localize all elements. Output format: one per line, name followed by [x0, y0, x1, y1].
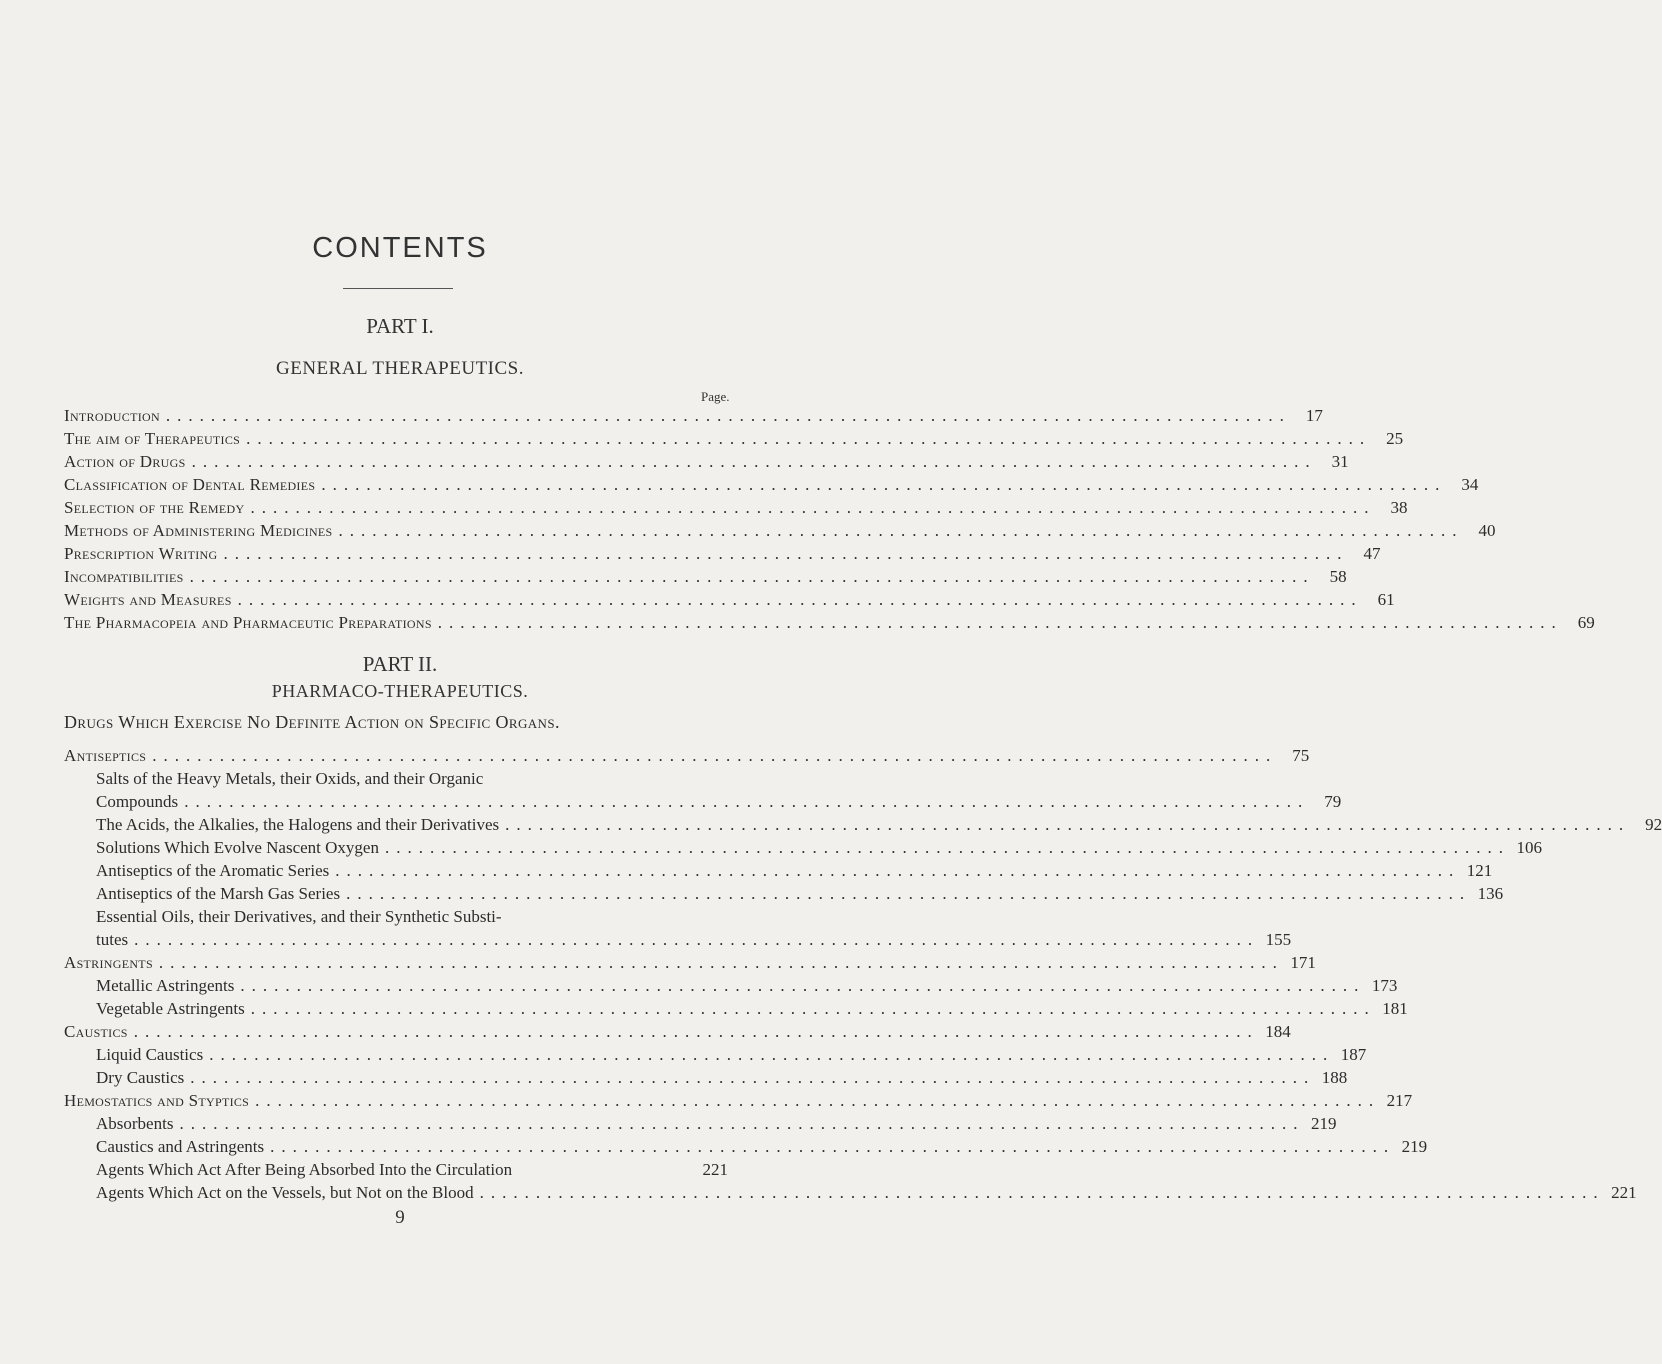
toc-entry: Caustics .................................................................................................... 184	[64, 1022, 1291, 1041]
toc-entry-page: 155	[1265, 930, 1292, 949]
toc-entry-page: 136	[1477, 884, 1504, 903]
toc-entry: Antiseptics .................................................................................................... 75	[64, 746, 1310, 765]
toc-entry-page: 61	[1377, 590, 1395, 609]
page-title: CONTENTS	[312, 232, 488, 264]
toc-entry-title: Agents Which Act After Being Absorbed Into the Circulation	[96, 1160, 513, 1179]
toc-entry: Liquid Caustics .................................................................................................... 187	[96, 1045, 1367, 1064]
toc-entry-title: Antiseptics of the Aromatic Series	[96, 861, 330, 880]
toc-entry: Vegetable Astringents .................................................................................................... 181	[96, 999, 1408, 1018]
title-rule	[343, 288, 453, 289]
toc-entry: Metallic Astringents .................................................................................................... 173	[96, 976, 1398, 995]
toc-entry-page: 92	[1645, 815, 1662, 834]
toc-entry: Prescription Writing .................................................................................................... 47	[64, 544, 1381, 563]
toc-entry: Astringents .................................................................................................... 171	[64, 953, 1316, 972]
toc-entry: Action of Drugs .................................................................................................... 31	[64, 452, 1349, 471]
toc-entry: The aim of Therapeutics .................................................................................................... 25	[64, 429, 1404, 448]
toc-entry-title: The Pharmacopeia and Pharmaceutic Preparations	[64, 613, 432, 632]
toc-entry-title: Hemostatics and Styptics	[64, 1091, 250, 1110]
toc-entry-page: 188	[1321, 1068, 1348, 1087]
toc-entry-page: 47	[1363, 544, 1381, 563]
part-2-section-heading: PHARMACO-THERAPEUTICS.	[271, 681, 529, 701]
toc-entry-page: 121	[1466, 861, 1493, 880]
part-2-heading: PART II.	[362, 652, 438, 676]
toc-entry-page: 217	[1386, 1091, 1413, 1110]
toc-entry: Weights and Measures .................................................................................................... 61	[64, 590, 1395, 609]
toc-entry: The Pharmacopeia and Pharmaceutic Preparations .................................................................................................... 69	[64, 613, 1595, 632]
toc-entry-page: 17	[1305, 406, 1323, 425]
toc-entry: Incompatibilities .................................................................................................... 58	[64, 567, 1347, 586]
toc-entry-title: Metallic Astringents	[96, 976, 235, 995]
toc-entry-page: 75	[1292, 746, 1310, 765]
page-number: 9	[395, 1207, 405, 1228]
toc-entry-title: Methods of Administering Medicines	[64, 521, 333, 540]
toc-entry-page: 221	[702, 1160, 728, 1179]
toc-entry-title: Antiseptics	[64, 746, 147, 765]
toc-entry: The Acids, the Alkalies, the Halogens and their Derivatives .................................................................................................... 92	[96, 815, 1662, 834]
toc-entry: Solutions Which Evolve Nascent Oxygen .................................................................................................... 106	[96, 838, 1542, 857]
toc-entry-title: Introduction	[64, 406, 160, 425]
toc-entry: Hemostatics and Styptics .................................................................................................... 217	[64, 1091, 1413, 1110]
toc-entry-title: Selection of the Remedy	[64, 498, 245, 517]
toc-entry-title: Absorbents	[96, 1114, 174, 1133]
drugs-subheading: Drugs Which Exercise No Definite Action on Specific Organs.	[64, 712, 560, 732]
toc-entry-title: Vegetable Astringents	[96, 999, 245, 1018]
toc-entry-page: 38	[1390, 498, 1408, 517]
toc-entry: Dry Caustics .................................................................................................... 188	[96, 1068, 1348, 1087]
toc-entry-page: 34	[1461, 475, 1479, 494]
part-1-heading: PART I.	[366, 314, 434, 338]
toc-entry-page: 181	[1382, 999, 1408, 1018]
toc-entry-title: Action of Drugs	[64, 452, 186, 471]
toc-entry-page: 219	[1401, 1137, 1428, 1156]
toc-entry-title: Agents Which Act on the Vessels, but Not on the Blood	[96, 1183, 474, 1202]
page-column-label: Page.	[701, 389, 730, 404]
toc-entry-page: 221	[1611, 1183, 1637, 1202]
toc-entry-page: 184	[1265, 1022, 1291, 1041]
toc-entry-title: The aim of Therapeutics	[64, 429, 241, 448]
toc-entry: Introduction .................................................................................................... 17	[64, 406, 1323, 425]
toc-entry: Selection of the Remedy .................................................................................................... 38	[64, 498, 1408, 517]
toc-entry-title: Solutions Which Evolve Nascent Oxygen	[96, 838, 379, 857]
toc-entry: Agents Which Act on the Vessels, but Not on the Blood .................................................................................................... 221	[96, 1183, 1637, 1202]
toc-entry-page: 79	[1324, 792, 1342, 811]
toc-entry: Classification of Dental Remedies .................................................................................................... 34	[64, 475, 1479, 494]
toc-entry-page: 58	[1329, 567, 1347, 586]
toc-entry-title: Weights and Measures	[64, 590, 232, 609]
toc-entry-title: Caustics and Astringents	[96, 1137, 265, 1156]
toc-entry-page: 173	[1371, 976, 1398, 995]
toc-entry-title: Incompatibilities	[64, 567, 184, 586]
toc-entry-title: The Acids, the Alkalies, the Halogens and their Derivatives	[96, 815, 500, 834]
part-1-section-heading: GENERAL THERAPEUTICS.	[276, 358, 524, 379]
toc-entry	[96, 1159, 728, 1181]
toc-entry: Methods of Administering Medicines .................................................................................................... 40	[64, 521, 1496, 540]
toc-entry-title: Astringents	[64, 953, 153, 972]
toc-entry-title: tutes	[96, 930, 129, 949]
toc-entry-title: Caustics	[64, 1022, 128, 1041]
toc-entry-title: Salts of the Heavy Metals, their Oxids, and their Organic	[96, 769, 484, 788]
toc-entry-title: Dry Caustics	[96, 1068, 185, 1087]
toc-entry-title: Prescription Writing	[64, 544, 218, 563]
toc-entry: Caustics and Astringents .................................................................................................... 219	[96, 1137, 1428, 1156]
toc-entry: Antiseptics of the Marsh Gas Series .................................................................................................... 136	[96, 884, 1504, 903]
toc-entry-page: 187	[1340, 1045, 1367, 1064]
toc-entry: Compounds .................................................................................................... 79	[96, 792, 1342, 811]
toc-entry: tutes .................................................................................................... 155	[96, 930, 1292, 949]
toc-entry: Absorbents .................................................................................................... 219	[96, 1114, 1337, 1133]
toc-entry-title: Antiseptics of the Marsh Gas Series	[96, 884, 341, 903]
toc-entry-page: 106	[1516, 838, 1542, 857]
toc-entry-page: 69	[1577, 613, 1595, 632]
toc-entry-page: 40	[1478, 521, 1496, 540]
toc-entry-page: 25	[1386, 429, 1404, 448]
toc-entry-page: 31	[1331, 452, 1349, 471]
toc-entry-title: Liquid Caustics	[96, 1045, 204, 1064]
toc-entry-page: 171	[1290, 953, 1316, 972]
toc-entry-title: Classification of Dental Remedies	[64, 475, 316, 494]
toc-entry-title: Compounds	[96, 792, 179, 811]
toc-entry-title: Essential Oils, their Derivatives, and their Synthetic Substi-	[96, 907, 502, 926]
toc-entry-page: 219	[1310, 1114, 1337, 1133]
toc-entry: Antiseptics of the Aromatic Series .................................................................................................... 121	[96, 861, 1493, 880]
